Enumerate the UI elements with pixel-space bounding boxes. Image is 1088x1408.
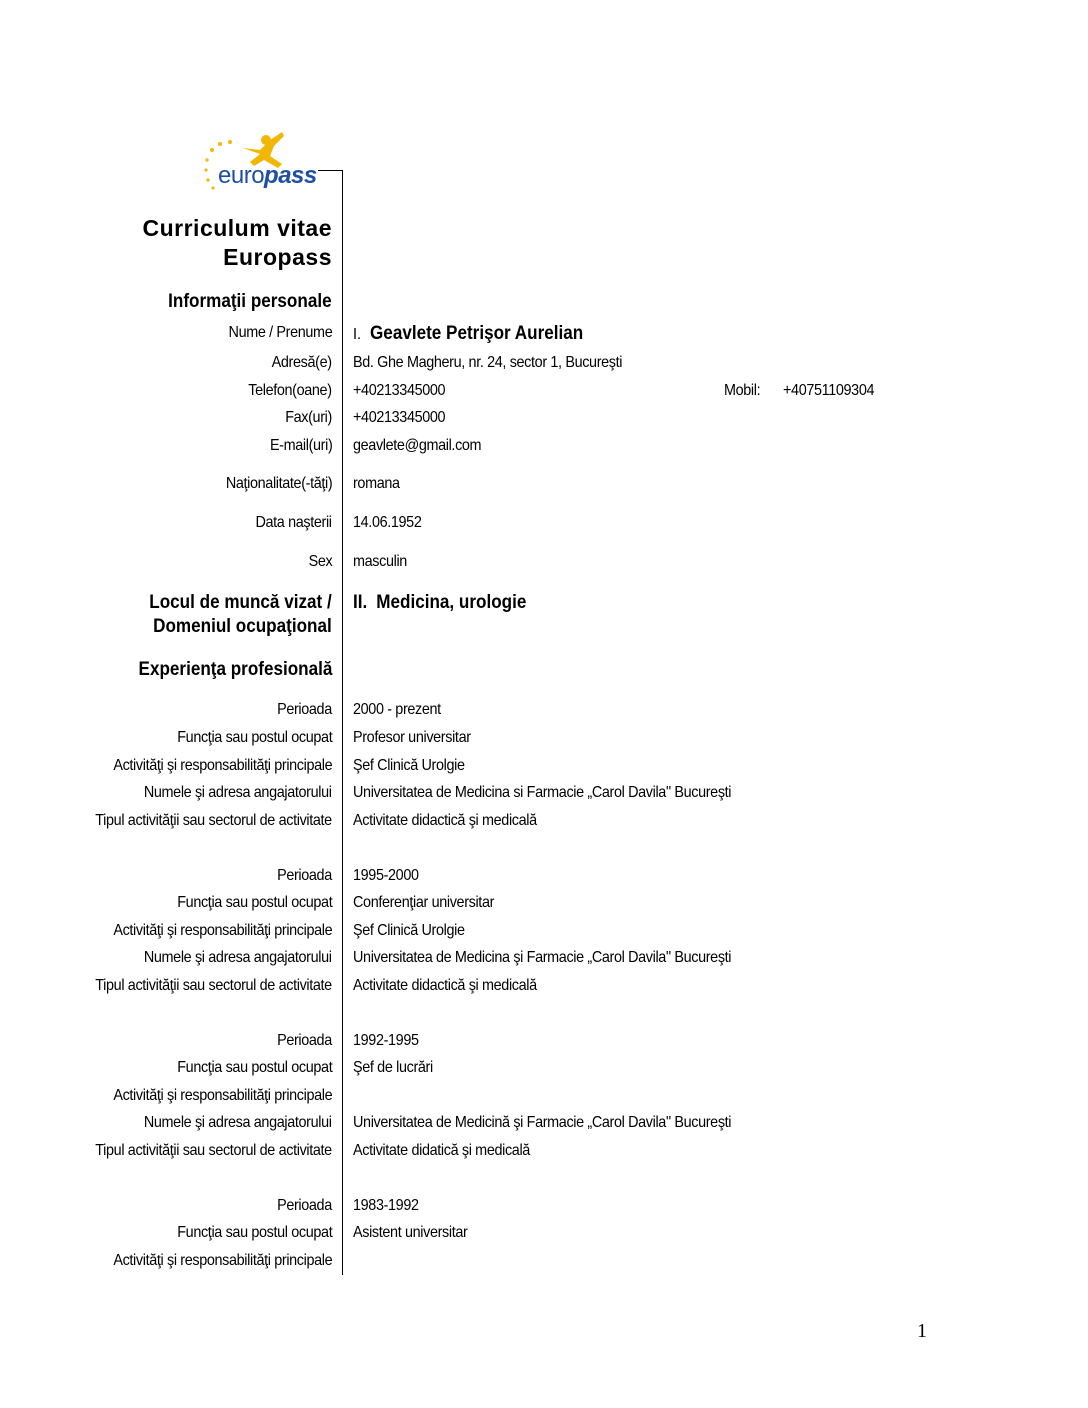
full-name: I. Geavlete Petrişor Aurelian <box>353 323 584 344</box>
fax-label: Fax(uri) <box>285 409 332 426</box>
position-value: Şef de lucrări <box>353 1059 433 1076</box>
sector-value: Activitate didatică şi medicală <box>353 1142 530 1159</box>
email-label: E-mail(uri) <box>269 437 332 454</box>
sector-value: Activitate didactică şi medicală <box>353 812 537 829</box>
period-label: Perioada <box>277 701 332 718</box>
birthdate-value: 14.06.1952 <box>353 514 422 531</box>
email-value[interactable]: geavlete@gmail.com <box>353 437 482 454</box>
period-label: Perioada <box>277 867 332 884</box>
employer-label: Numele şi adresa angajatorului <box>144 1114 332 1131</box>
activities-label: Activităţi şi responsabilităţi principale <box>113 757 332 774</box>
column-divider <box>342 170 343 1275</box>
fax-value: +40213345000 <box>353 409 446 426</box>
phone-label: Telefon(oane) <box>248 382 332 399</box>
position-value: Asistent universitar <box>353 1224 468 1241</box>
position-label: Funcţia sau postul ocupat <box>176 1059 332 1076</box>
position-label: Funcţia sau postul ocupat <box>176 1224 332 1241</box>
employer-value: Universitatea de Medicina şi Farmacie „Carol Davila" Bucureşti <box>353 949 732 966</box>
period-value: 2000 - prezent <box>353 701 441 718</box>
nationality-value: romana <box>353 475 400 492</box>
section-heading-personal: Informaţii personale <box>168 291 332 312</box>
activities-value: Şef Clinică Urolgie <box>353 922 465 939</box>
employer-label: Numele şi adresa angajatorului <box>144 949 332 966</box>
page-number: 1 <box>917 1320 927 1342</box>
sector-label: Tipul activităţii sau sectorul de activitate <box>95 812 332 829</box>
mobile-value: +40751109304 <box>783 382 875 399</box>
employer-value: Universitatea de Medicină şi Farmacie „Carol Davila" Bucureşti <box>353 1114 732 1131</box>
cv-title: Curriculum vitae Europass <box>142 215 332 270</box>
position-value: Profesor universitar <box>353 729 471 746</box>
sector-value: Activitate didactică şi medicală <box>353 977 537 994</box>
sector-label: Tipul activităţii sau sectorul de activitate <box>95 1142 332 1159</box>
sex-value: masculin <box>353 553 407 570</box>
position-label: Funcţia sau postul ocupat <box>176 894 332 911</box>
period-value: 1992-1995 <box>353 1032 419 1049</box>
phone-value: +40213345000 <box>353 382 446 399</box>
employer-label: Numele şi adresa angajatorului <box>144 784 332 801</box>
position-value: Conferenţiar universitar <box>353 894 495 911</box>
position-label: Funcţia sau postul ocupat <box>176 729 332 746</box>
section-heading-experience: Experienţa profesională <box>138 659 332 680</box>
period-value: 1983-1992 <box>353 1197 419 1214</box>
sex-label: Sex <box>308 553 332 570</box>
activities-value: Şef Clinică Urolgie <box>353 757 465 774</box>
section-heading-job: Locul de muncă vizat / Domeniul ocupaţional <box>149 592 332 637</box>
sector-label: Tipul activităţii sau sectorul de activitate <box>95 977 332 994</box>
activities-label: Activităţi şi responsabilităţi principale <box>113 922 332 939</box>
period-value: 1995-2000 <box>353 867 419 884</box>
period-label: Perioada <box>277 1197 332 1214</box>
mobile-label: Mobil: <box>724 382 761 399</box>
activities-label: Activităţi şi responsabilităţi principale <box>113 1252 332 1269</box>
europass-wordmark: europass <box>218 162 317 189</box>
divider <box>318 170 343 171</box>
employer-value: Universitatea de Medicina si Farmacie „Carol Davila" Bucureşti <box>353 784 732 801</box>
activities-label: Activităţi şi responsabilităţi principale <box>113 1087 332 1104</box>
address-label: Adresă(e) <box>272 354 332 371</box>
period-label: Perioada <box>277 1032 332 1049</box>
name-label: Nume / Prenume <box>228 324 332 341</box>
birthdate-label: Data naşterii <box>255 514 332 531</box>
europass-logo <box>198 128 323 194</box>
job-value: II. Medicina, urologie <box>353 592 527 613</box>
address-value: Bd. Ghe Magheru, nr. 24, sector 1, Bucureşti <box>353 354 623 371</box>
nationality-label: Naţionalitate(-tăţi) <box>225 475 332 492</box>
